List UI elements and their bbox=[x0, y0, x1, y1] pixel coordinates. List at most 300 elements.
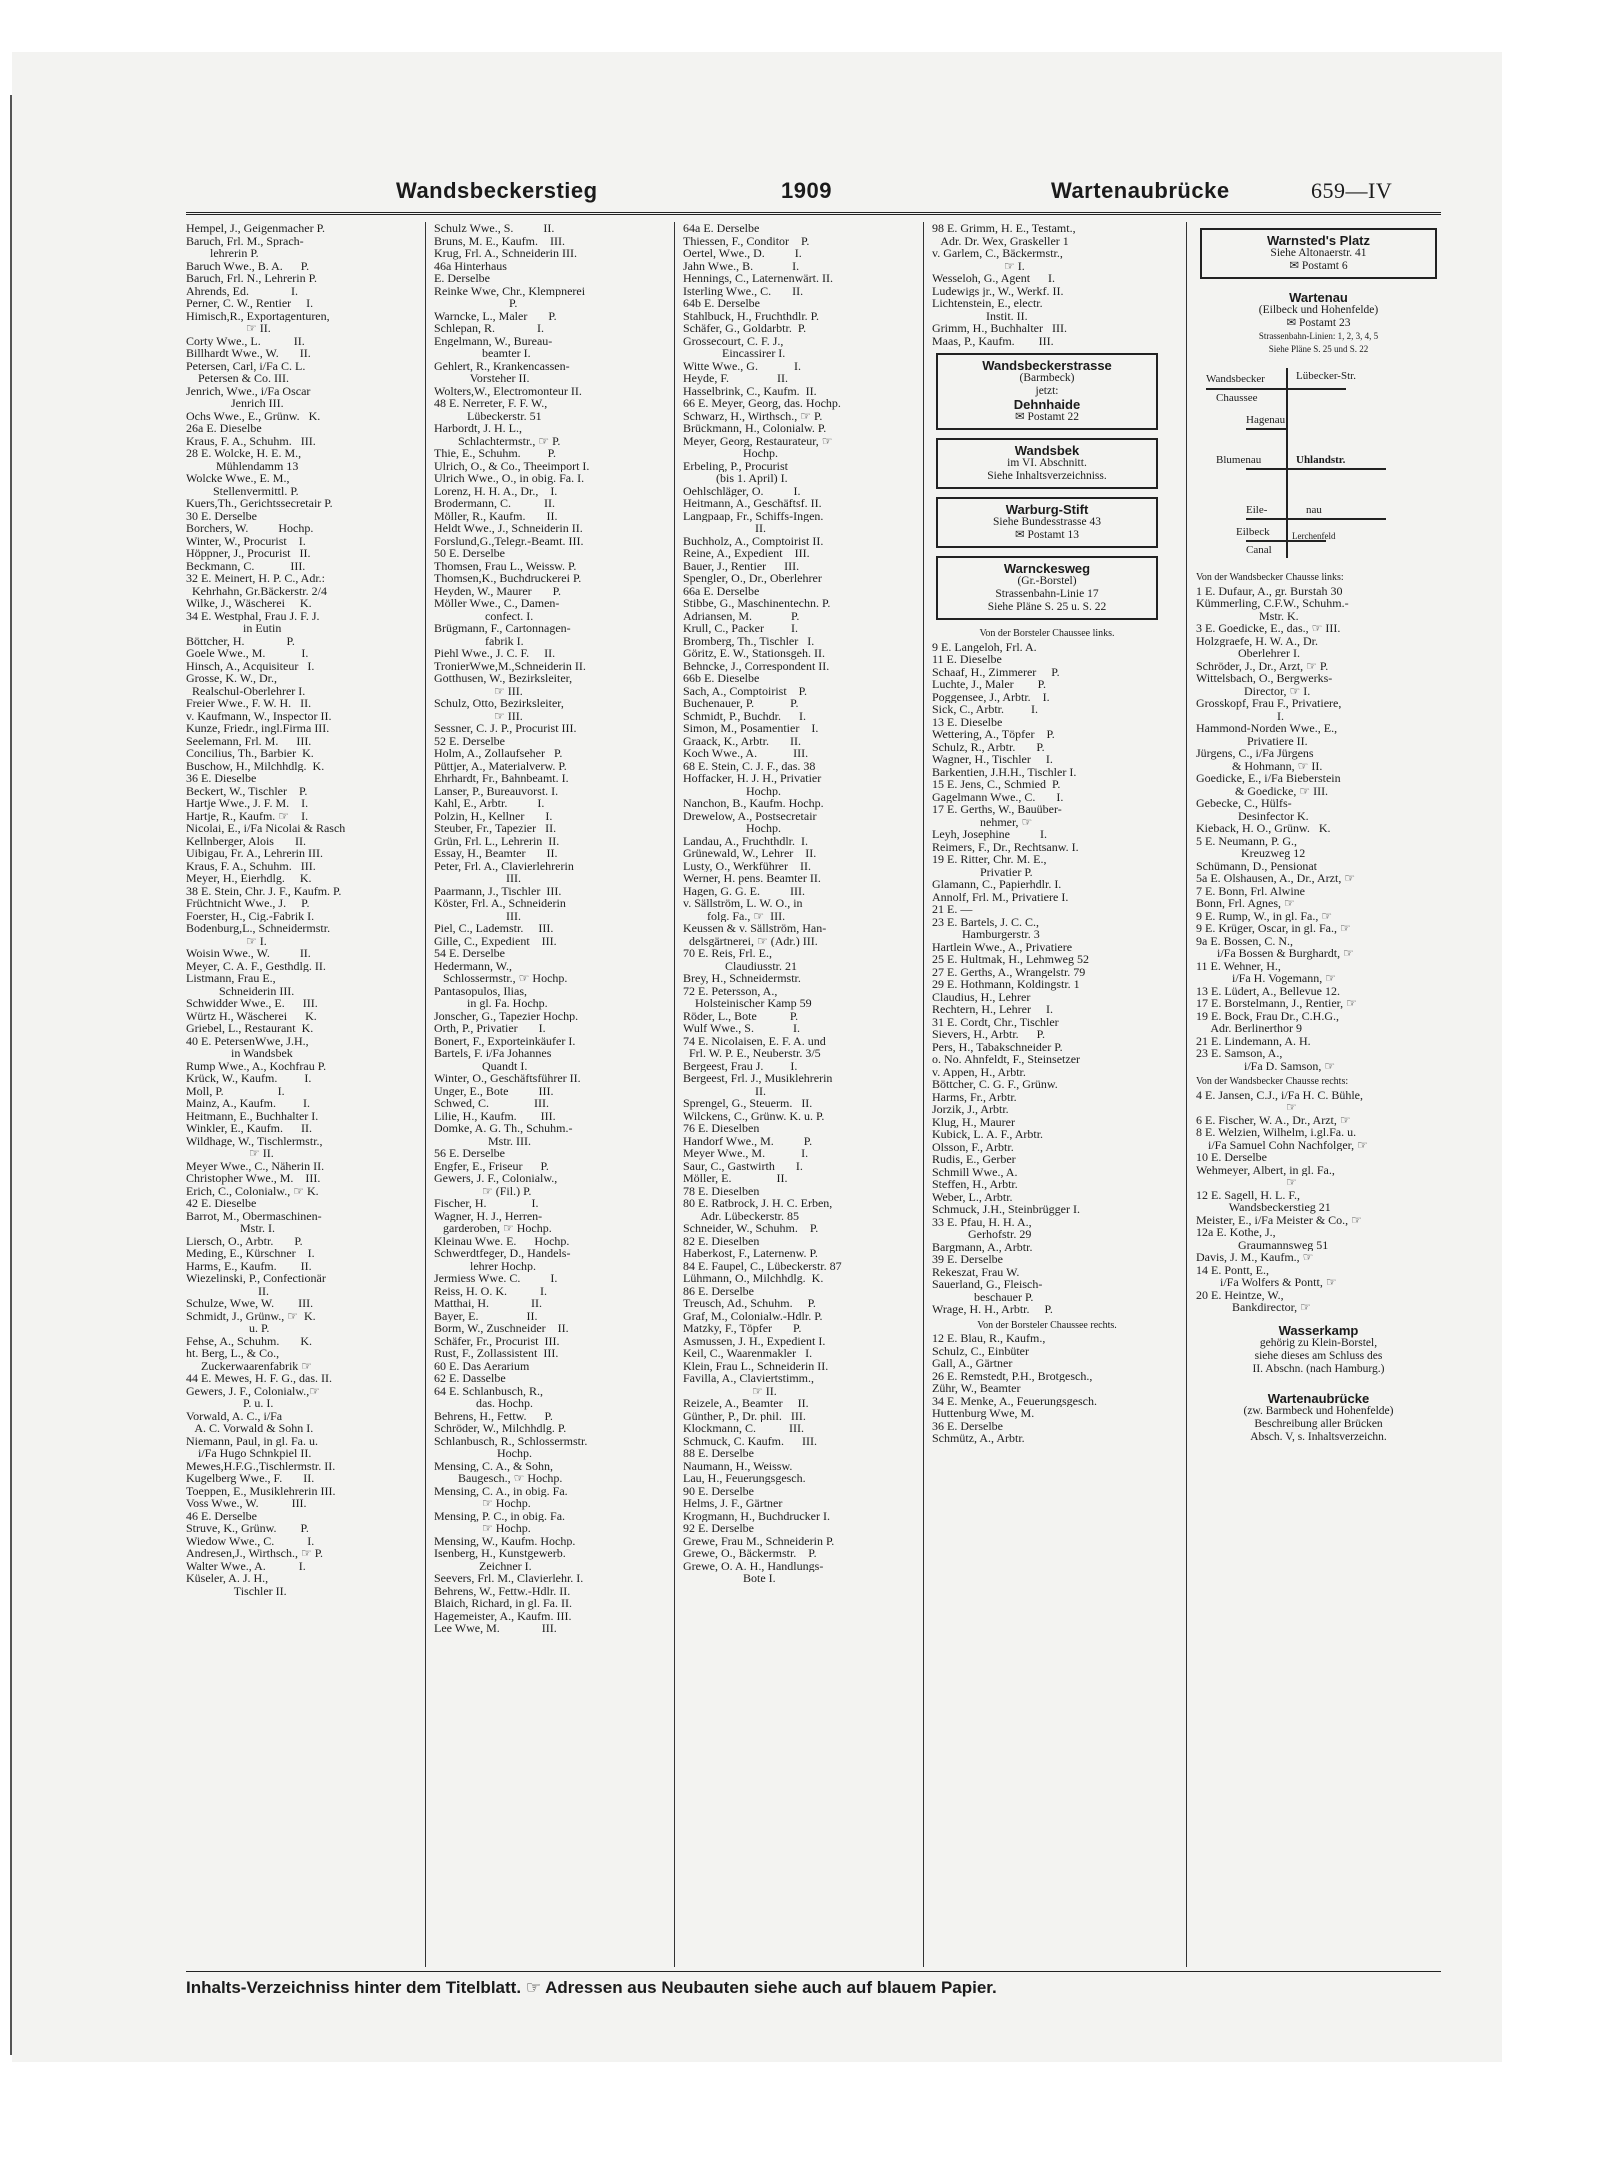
directory-entry: Forslund,G.,Telegr.-Beamt. III. bbox=[434, 534, 584, 547]
section-heading: Von der Borsteler Chaussee links. bbox=[979, 628, 1115, 639]
directory-entry: Wagner, H. J., Herren- bbox=[434, 1209, 543, 1222]
directory-entry: Spengler, O., Dr., Oberlehrer bbox=[683, 572, 822, 585]
directory-entry: i/Fa D. Samson, ☞ bbox=[1196, 1059, 1336, 1072]
warnckesweg-box bbox=[936, 556, 1158, 620]
directory-entry: Thomsen, Frau L., Weissw. P. bbox=[434, 559, 577, 572]
wartenau-entries-right bbox=[1196, 1089, 1441, 1314]
map-label: Uhlandstr. bbox=[1296, 454, 1346, 466]
directory-entry: 17 E. Gerths, W., Bauüber- bbox=[932, 803, 1062, 816]
directory-entry: Engelmann, W., Bureau- bbox=[434, 334, 553, 347]
directory-entry: ☞ I. bbox=[186, 934, 267, 947]
directory-entry: Hinsch, A., Acquisiteur I. bbox=[186, 659, 315, 672]
map-road bbox=[1246, 468, 1386, 470]
directory-entry: 88 E. Derselbe bbox=[683, 1447, 754, 1460]
directory-entry: Simon, M., Posamentier I. bbox=[683, 722, 819, 735]
directory-entry: Walter Wwe., A. I. bbox=[186, 1559, 306, 1572]
directory-entry: Paarmann, J., Tischler III. bbox=[434, 884, 562, 897]
map-label: Eile- bbox=[1246, 504, 1268, 516]
directory-entry: Woisin Wwe., W. II. bbox=[186, 947, 311, 960]
directory-entry: Hartje Wwe., J. F. M. I. bbox=[186, 797, 309, 810]
map-label: Wandsbecker bbox=[1206, 373, 1265, 385]
directory-entry: Foerster, H., Cig.-Fabrik I. bbox=[186, 909, 315, 922]
directory-entry: Bergeest, Frau J. I. bbox=[683, 1059, 798, 1072]
directory-entry: A. C. Vorwald & Sohn I. bbox=[186, 1422, 314, 1435]
directory-entry: 12 E. Blau, R., Kaufm., bbox=[932, 1332, 1046, 1345]
directory-entry: ☞ II. bbox=[186, 1147, 274, 1160]
map-label: Eilbeck bbox=[1236, 526, 1270, 538]
wartenau-entries-left bbox=[1196, 585, 1441, 1073]
directory-entry: Wittelsbach, O., Bergwerks- bbox=[1196, 672, 1333, 685]
warnckesweg-entries-left bbox=[932, 641, 1162, 1316]
directory-entry: 20 E. Heintze, W., bbox=[1196, 1288, 1284, 1301]
directory-entry: Voss Wwe., W. III. bbox=[186, 1497, 307, 1510]
directory-entry: 3 E. Goedicke, E., das., ☞ III. bbox=[1196, 622, 1341, 635]
directory-entry: Schäfer, G., Goldarbtr. P. bbox=[683, 322, 807, 335]
directory-entry: Brodermann, C. II. bbox=[434, 497, 555, 510]
directory-entry: Rust, F., Zollassistent III. bbox=[434, 1347, 559, 1360]
directory-entry: Thomsen,K., Buchdruckerei P. bbox=[434, 572, 582, 585]
street-reference-title: Wandsbeckerstrasse bbox=[982, 358, 1112, 373]
page-footer: Inhalts-Verzeichniss hinter dem Titelblatt. ☞ Adressen aus Neubauten siehe auch auf blauem Papier. bbox=[186, 1978, 997, 1997]
directory-entry: 48 E. Nerreter, F. F. W., bbox=[434, 397, 548, 410]
directory-entry: Lühmann, O., Milchhdlg. K. bbox=[683, 1272, 824, 1285]
directory-entry: Grün, Frl. L., Lehrerin II. bbox=[434, 834, 560, 847]
directory-entry: Weber, L., Arbtr. bbox=[932, 1190, 1013, 1203]
directory-entry: confect. I. bbox=[434, 609, 534, 622]
directory-entry: 19 E. Ritter, Chr. M. E., bbox=[932, 853, 1047, 866]
directory-entry: 72 E. Petersson, A., bbox=[683, 984, 778, 997]
directory-entry: Kehrhahn, Gr.Bäckerstr. 2/4 bbox=[186, 584, 327, 597]
directory-entry: Wettering, A., Töpfer P. bbox=[932, 728, 1055, 741]
page-header bbox=[186, 178, 1441, 208]
directory-entry: Hagemeister, A., Kaufm. III. bbox=[434, 1609, 572, 1622]
directory-entry: Krull, C., Packer I. bbox=[683, 622, 798, 635]
directory-entry: 23 E. Samson, A., bbox=[1196, 1047, 1283, 1060]
directory-entry: Goedicke, E., i/Fa Bieberstein bbox=[1196, 772, 1341, 785]
directory-entry: ☞ Hochp. bbox=[434, 1522, 531, 1535]
directory-entry: Barkentien, J.H.H., Tischler I. bbox=[932, 765, 1077, 778]
directory-entry: Schlanbusch, R., Schlossermstr. bbox=[434, 1434, 588, 1447]
column-4-boxes bbox=[932, 353, 1162, 548]
directory-entry: 46a Hinterhaus bbox=[434, 259, 507, 272]
directory-entry: 90 E. Derselbe bbox=[683, 1484, 754, 1497]
directory-entry: v. Sällström, L. W. O., in bbox=[683, 897, 803, 910]
directory-entry: Adr. Lübeckerstr. 85 bbox=[683, 1209, 799, 1222]
wartenaubruecke-box bbox=[1200, 1388, 1437, 1448]
wasserkamp-box bbox=[1200, 1320, 1437, 1380]
footer-rule bbox=[186, 1971, 1441, 1972]
directory-entry: 92 E. Derselbe bbox=[683, 1522, 754, 1535]
directory-entry: Wehmeyer, Albert, in gl. Fa., bbox=[1196, 1163, 1335, 1176]
directory-entry: 62 E. Dasselbe bbox=[434, 1372, 506, 1385]
header-right-street: Wartenaubrücke bbox=[1051, 178, 1230, 203]
directory-entry: Lanser, P., Bureauvorst. I. bbox=[434, 784, 559, 797]
directory-entry: 68 E. Stein, C. J. F., das. 38 bbox=[683, 759, 816, 772]
directory-entry: Grewe, O. A. H., Handlungs- bbox=[683, 1559, 824, 1572]
street-reference-box bbox=[936, 497, 1158, 548]
directory-entry: Winter, O., Geschäftsführer II. bbox=[434, 1072, 581, 1085]
directory-entry: Höppner, J., Procurist II. bbox=[186, 547, 311, 560]
directory-entry: Lichtenstein, E., electr. bbox=[932, 297, 1043, 310]
directory-entry: Hochp. bbox=[683, 447, 778, 460]
directory-entry: ☞ I. bbox=[932, 259, 1025, 272]
warnckesweg-info-line: Strassenbahn-Linie 17 bbox=[995, 588, 1099, 600]
directory-entry: Polzin, H., Kellner I. bbox=[434, 809, 553, 822]
directory-entry: Liersch, O., Arbtr. P. bbox=[186, 1234, 303, 1247]
directory-entry: Landau, A., Fruchthdlr. I. bbox=[683, 834, 808, 847]
directory-entry: Hartlein Wwe., A., Privatiere bbox=[932, 940, 1073, 953]
directory-entry: 17 E. Borstelmann, J., Rentier, ☞ bbox=[1196, 997, 1357, 1010]
directory-entry: Harms, E., Kaufm. II. bbox=[186, 1259, 312, 1272]
header-left-street: Wandsbeckerstieg bbox=[396, 178, 598, 203]
map-label: Hagenau bbox=[1246, 414, 1286, 426]
directory-entry: Schmuck, J.H., Steinbrügger I. bbox=[932, 1203, 1080, 1216]
directory-entry: Andresen,J., Wirthsch., ☞ P. bbox=[186, 1547, 324, 1560]
directory-entry: v. Kaufmann, W., Inspector II. bbox=[186, 709, 332, 722]
directory-entry: nehmer, ☞ bbox=[932, 815, 1033, 828]
directory-entry: 11 E. Wehner, H., bbox=[1196, 959, 1281, 972]
directory-entry: 27 E. Gerths, A., Wrangelstr. 79 bbox=[932, 965, 1086, 978]
directory-entry: Rechtern, H., Lehrer I. bbox=[932, 1003, 1053, 1016]
directory-entry: Mensing, P. C., in obig. Fa. bbox=[434, 1509, 566, 1522]
directory-entry: Klug, H., Maurer bbox=[932, 1115, 1015, 1128]
directory-entry: Heyde, F. II. bbox=[683, 372, 789, 385]
directory-entry: Behrens, H., Fettw. P. bbox=[434, 1409, 553, 1422]
column-5 bbox=[1196, 222, 1441, 1967]
directory-entry: 26 E. Remstedt, P.H., Brotgesch., bbox=[932, 1369, 1093, 1382]
directory-entry: Holm, A., Zollaufseher P. bbox=[434, 747, 563, 760]
directory-entry: Thie, E., Schuhm. P. bbox=[434, 447, 556, 460]
warnsted-post: ✉ Postamt 6 bbox=[1289, 260, 1348, 272]
directory-entry: Kraus, F. A., Schuhm. III. bbox=[186, 859, 316, 872]
directory-entry: Pers, H., Tabakschneider P. bbox=[932, 1040, 1063, 1053]
directory-entry: Toeppen, E., Musiklehrerin III. bbox=[186, 1484, 336, 1497]
directory-entry: Krug, Frl. A., Schneiderin III. bbox=[434, 247, 577, 260]
directory-entry: Sessner, C. J. P., Procurist III. bbox=[434, 722, 577, 735]
directory-entry: Grewe, O., Bäckermstr. P. bbox=[683, 1547, 817, 1560]
directory-entry: Hagen, G. G. E. III. bbox=[683, 884, 805, 897]
column-3 bbox=[683, 222, 913, 1967]
directory-entry: in Wandsbek bbox=[186, 1047, 293, 1060]
directory-entry: 30 E. Derselbe bbox=[186, 509, 257, 522]
street-reference-info: Siehe Inhaltsverzeichniss. bbox=[987, 470, 1107, 482]
directory-entry: Buchholz, A., Comptoirist II. bbox=[683, 534, 824, 547]
directory-entry: Jenrich, Wwe., i/Fa Oscar bbox=[186, 384, 311, 397]
directory-entry: Grewe, Frau M., Schneiderin P. bbox=[683, 1534, 835, 1547]
directory-entry: Schulz, C., Einbüter bbox=[932, 1344, 1029, 1357]
directory-entry: Hartje, R., Kaufm. ☞ I. bbox=[186, 809, 309, 822]
directory-entry: Vorwald, A. C., i/Fa bbox=[186, 1409, 283, 1422]
directory-entry: ☞ bbox=[1196, 1176, 1297, 1189]
directory-entry: Treusch, Ad., Schuhm. P. bbox=[683, 1297, 816, 1310]
directory-entry: Bromberg, Th., Tischler I. bbox=[683, 634, 815, 647]
directory-entry: Hochp. bbox=[683, 784, 781, 797]
directory-entry: lehrer Hochp. bbox=[434, 1259, 536, 1272]
warnsted-box bbox=[1200, 228, 1437, 279]
directory-entry: Brey, H., Schneidermstr. bbox=[683, 972, 801, 985]
directory-entry: Huttenburg Wwe, M. bbox=[932, 1407, 1035, 1420]
directory-entry: Matthai, H. II. bbox=[434, 1297, 542, 1310]
directory-entry: Wulf Wwe., S. I. bbox=[683, 1022, 800, 1035]
directory-entry: 12a E. Kothe, J., bbox=[1196, 1226, 1276, 1239]
column-2 bbox=[434, 222, 664, 1967]
directory-entry: Ulrich Wwe., O., in obig. Fa. I. bbox=[434, 472, 585, 485]
postamt-label: ✉ Postamt 13 bbox=[1015, 529, 1079, 541]
directory-entry: Annolf, Frl. M., Privatiere I. bbox=[932, 890, 1069, 903]
wartenaubruecke-info-line: Beschreibung aller Brücken bbox=[1254, 1417, 1383, 1430]
directory-entry: Möller, R., Kaufm. II. bbox=[434, 509, 558, 522]
directory-entry: Mensing, C. A., in obig. Fa. bbox=[434, 1484, 568, 1497]
directory-entry: Bodenburg,L., Schneidermstr. bbox=[186, 922, 331, 935]
directory-entry: Heyden, W., Maurer P. bbox=[434, 584, 561, 597]
directory-entry: Baruch Wwe., B. A. P. bbox=[186, 259, 310, 272]
directory-entry: Kahl, E., Arbtr. I. bbox=[434, 797, 545, 810]
wasserkamp-info bbox=[1204, 1337, 1433, 1376]
warnckesweg-info bbox=[942, 575, 1152, 614]
directory-entry: Püttjer, A., Materialverw. P. bbox=[434, 759, 567, 772]
directory-entry: das. Hochp. bbox=[434, 1397, 533, 1410]
directory-entry: Gotthusen, W., Bezirksleiter, bbox=[434, 672, 573, 685]
directory-entry: Behrens, W., Fettw.-Hdlr. II. bbox=[434, 1584, 571, 1597]
directory-entry: Goele Wwe., M. I. bbox=[186, 647, 309, 660]
directory-entry: Saur, C., Gastwirth I. bbox=[683, 1159, 803, 1172]
directory-entry: 1 E. Dufaur, A., gr. Burstah 30 bbox=[1196, 584, 1343, 597]
directory-entry: Gewers, J. F., Colonialw., bbox=[434, 1172, 558, 1185]
directory-entry: Buchenauer, P. P. bbox=[683, 697, 799, 710]
column-divider bbox=[674, 222, 675, 1967]
directory-entry: ☞ (Fil.) P. bbox=[434, 1184, 532, 1197]
directory-entry: Schmidt, J., Grünw., ☞ K. bbox=[186, 1309, 316, 1322]
directory-entry: Tischler II. bbox=[186, 1584, 287, 1597]
directory-entry: Krück, W., Kaufm. I. bbox=[186, 1072, 312, 1085]
directory-entry: Schümann, D., Pensionat bbox=[1196, 859, 1317, 872]
directory-entry: Ahrends, Ed. I. bbox=[186, 284, 298, 297]
directory-entry: Steffen, H., Arbtr. bbox=[932, 1178, 1018, 1191]
directory-entry: Quandt I. bbox=[434, 1059, 528, 1072]
directory-entry: Erbeling, P., Procurist bbox=[683, 459, 788, 472]
directory-entry: Petersen & Co. III. bbox=[186, 372, 289, 385]
street-reference-title: Warburg-Stift bbox=[1005, 502, 1089, 517]
directory-entry: Seelemann, Frl. M. III. bbox=[186, 734, 312, 747]
map-road bbox=[1286, 368, 1288, 558]
directory-entry: Orth, P., Privatier I. bbox=[434, 1022, 546, 1035]
directory-entry: Heitmann, E., Buchhalter I. bbox=[186, 1109, 319, 1122]
directory-entry: Kunze, Friedr., ingl.Firma III. bbox=[186, 722, 330, 735]
directory-entry: Gewers, J. F., Colonialw.,☞ bbox=[186, 1384, 321, 1397]
directory-entry: Kuers,Th., Gerichtssecretair P. bbox=[186, 497, 333, 510]
warnsted-title: Warnsted's Platz bbox=[1266, 233, 1371, 248]
section-heading: Von der Borsteler Chaussee rechts. bbox=[977, 1319, 1117, 1331]
directory-entry: 64a E. Derselbe bbox=[683, 222, 760, 235]
directory-entry: Jorzik, J., Arbtr. bbox=[932, 1103, 1009, 1116]
directory-entry: Adriansen, M. P. bbox=[683, 609, 800, 622]
directory-entry: 80 E. Ratbrock, J. H. C. Erben, bbox=[683, 1197, 833, 1210]
wartenau-tram: Strassenbahn-Linien: 1, 2, 3, 4, 5 bbox=[1258, 331, 1379, 341]
directory-entry: Schwed, C. III. bbox=[434, 1097, 549, 1110]
directory-entry: ☞ II. bbox=[683, 1384, 777, 1397]
directory-entry: Schulz, R., Arbtr. P. bbox=[932, 740, 1045, 753]
directory-entry: Holzgraefe, H. W. A., Dr. bbox=[1196, 634, 1318, 647]
directory-entry: i/Fa Samuel Cohn Nachfolger, ☞ bbox=[1196, 1138, 1368, 1151]
directory-entry: Koch Wwe., A. III. bbox=[683, 747, 809, 760]
directory-entry: 44 E. Mewes, H. F. G., das. II. bbox=[186, 1372, 333, 1385]
directory-entry: Gille, C., Expedient III. bbox=[434, 934, 557, 947]
warnsted-info: Siehe Altonaerstr. 41 bbox=[1270, 247, 1367, 259]
directory-entry: Struve, K., Grünw. P. bbox=[186, 1522, 309, 1535]
directory-entry: Nicolai, E., i/Fa Nicolai & Rasch bbox=[186, 822, 346, 835]
directory-entry: folg. Fa., ☞ III. bbox=[683, 909, 786, 922]
directory-entry: Böttcher, C. G. F., Grünw. bbox=[932, 1078, 1058, 1091]
directory-entry: Gebecke, C., Hülfs- bbox=[1196, 797, 1292, 810]
directory-entry: Brügmann, F., Cartonnagen- bbox=[434, 622, 571, 635]
directory-entry: Vorsteher II. bbox=[434, 372, 530, 385]
directory-entry: 21 E. — bbox=[932, 903, 973, 916]
wartenaubruecke-info-line: (zw. Barmbeck und Hohenfelde) bbox=[1243, 1404, 1394, 1417]
directory-entry: Krogmann, H., Buchdrucker I. bbox=[683, 1509, 830, 1522]
directory-entry: 9a E. Bossen, C. N., bbox=[1196, 934, 1293, 947]
directory-entry: Seevers, Frl. M., Clavierlehr. I. bbox=[434, 1572, 584, 1585]
directory-entry: Bayer, E. II. bbox=[434, 1309, 538, 1322]
directory-entry: Jonscher, G., Tapezier Hochp. bbox=[434, 1009, 579, 1022]
directory-entry: Bankdirector, ☞ bbox=[1196, 1301, 1311, 1314]
directory-entry: Wilke, J., Wäscherei K. bbox=[186, 597, 312, 610]
directory-entry: 34 E. Westphal, Frau J. F. J. bbox=[186, 609, 320, 622]
street-reference-box bbox=[936, 438, 1158, 489]
directory-entry: Stahlbuck, H., Fruchthdlr. P. bbox=[683, 309, 820, 322]
directory-entry: 23 E. Bartels, J. C. C., bbox=[932, 915, 1039, 928]
directory-entry: 40 E. PetersenWwe, J.H., bbox=[186, 1034, 309, 1047]
directory-entry: fabrik I. bbox=[434, 634, 524, 647]
directory-entry: 4 E. Jansen, C.J., i/Fa H. C. Bühle, bbox=[1196, 1088, 1363, 1101]
directory-entry: beamter I. bbox=[434, 347, 531, 360]
directory-entry: Fehse, A., Schuhm. K. bbox=[186, 1334, 312, 1347]
wartenau-plans: Siehe Pläne S. 25 und S. 22 bbox=[1268, 344, 1369, 354]
directory-entry: Lau, H., Feuerungsgesch. bbox=[683, 1472, 806, 1485]
directory-entry: Grosse, K. W., Dr., bbox=[186, 672, 278, 685]
wartenaubruecke-info bbox=[1204, 1405, 1433, 1444]
wartenaubruecke-title: Wartenaubrücke bbox=[1267, 1390, 1370, 1406]
directory-entry: 12 E. Sagell, H. L. F., bbox=[1196, 1188, 1301, 1201]
wartenau-title: Wartenau bbox=[1289, 290, 1348, 305]
wartenau-post: ✉ Postamt 23 bbox=[1286, 317, 1351, 329]
directory-entry: & Goedicke, ☞ III. bbox=[1196, 784, 1329, 797]
directory-entry: Hammond-Norden Wwe., E., bbox=[1196, 722, 1338, 735]
directory-entry: Klein, Frau L., Schneiderin II. bbox=[683, 1359, 829, 1372]
directory-entry: Kugelberg Wwe., F. II. bbox=[186, 1472, 315, 1485]
directory-entry: lehrerin P. bbox=[186, 247, 259, 260]
directory-entry: 84 E. Faupel, C., Lübeckerstr. 87 bbox=[683, 1259, 842, 1272]
section-heading: Von der Wandsbecker Chausse rechts: bbox=[1196, 1076, 1349, 1087]
directory-entry: Griebel, L., Restaurant K. bbox=[186, 1022, 314, 1035]
directory-entry: Steuber, Fr., Tapezier II. bbox=[434, 822, 557, 835]
directory-entry: Pantasopulos, Ilias, bbox=[434, 984, 527, 997]
directory-entry: Stibbe, G., Maschinentechn. P. bbox=[683, 597, 831, 610]
directory-entry: 6 E. Fischer, W. A., Dr., Arzt, ☞ bbox=[1196, 1113, 1351, 1126]
directory-entry: Hamburgerstr. 3 bbox=[932, 928, 1040, 941]
directory-entry: Sprengel, G., Steuerm. II. bbox=[683, 1097, 813, 1110]
directory-entry: 66b E. Dieselbe bbox=[683, 672, 760, 685]
directory-entry: 31 E. Cordt, Chr., Tischler bbox=[932, 1015, 1059, 1028]
directory-entry: Mstr. III. bbox=[434, 1134, 531, 1147]
directory-entry: in gl. Fa. Hochp. bbox=[434, 997, 548, 1010]
directory-entry: Ochs Wwe., E., Grünw. K. bbox=[186, 409, 321, 422]
directory-entry: Lorenz, H. H. A., Dr., I. bbox=[434, 484, 558, 497]
directory-entry: 36 E. Derselbe bbox=[932, 1419, 1003, 1432]
directory-entry: Keussen & v. Sällström, Han- bbox=[683, 922, 827, 935]
directory-entry: Beckert, W., Tischler P. bbox=[186, 784, 308, 797]
directory-entry: v. Appen, H., Arbtr. bbox=[932, 1065, 1026, 1078]
directory-entry: Mainz, A., Kaufm. I. bbox=[186, 1097, 310, 1110]
directory-entry: 34 E. Menke, A., Feuerungsgesch. bbox=[932, 1394, 1097, 1407]
directory-entry: Mensing, W., Kaufm. Hochp. bbox=[434, 1534, 576, 1547]
directory-entry: Himisch,R., Exportagenturen, bbox=[186, 309, 330, 322]
directory-entry: 33 E. Pfau, H. H. A., bbox=[932, 1215, 1032, 1228]
directory-entry: Grimm, H., Buchhalter III. bbox=[932, 322, 1067, 335]
directory-entry: & Hohmann, ☞ II. bbox=[1196, 759, 1323, 772]
directory-entry: Domke, A. G. Th., Schuhm.- bbox=[434, 1122, 573, 1135]
directory-entry: Perner, C. W., Rentier I. bbox=[186, 297, 314, 310]
directory-entry: Würtz H., Wäscherei K. bbox=[186, 1009, 317, 1022]
directory-entry: 46 E. Derselbe bbox=[186, 1509, 257, 1522]
directory-entry: Kraus, F. A., Schuhm. III. bbox=[186, 434, 316, 447]
directory-entry: 13 E. Lüdert, A., Bellevue 12. bbox=[1196, 984, 1340, 997]
directory-entry: Göritz, E. W., Stationsgeh. II. bbox=[683, 647, 825, 660]
directory-entry: v. Garlem, C., Bäckermstr., bbox=[932, 247, 1063, 260]
directory-entry: Bartels, F. i/Fa Johannes bbox=[434, 1047, 552, 1060]
directory-entry: Werner, H. pens. Beamter II. bbox=[683, 872, 821, 885]
directory-entry: Freier Wwe., F. W. H. II. bbox=[186, 697, 312, 710]
directory-entry: Böttcher, H. P. bbox=[186, 634, 295, 647]
directory-entry: Meyer Wwe., C., Näherin II. bbox=[186, 1159, 325, 1172]
directory-entry: Handorf Wwe., M. P. bbox=[683, 1134, 813, 1147]
directory-entry: Eincassirer I. bbox=[683, 347, 786, 360]
directory-entry: Matzky, F., Töpfer P. bbox=[683, 1322, 802, 1335]
section-heading: Von der Wandsbecker Chausse links: bbox=[1196, 572, 1344, 583]
map-label: nau bbox=[1306, 504, 1322, 516]
street-reference-info: (Barmbeck) bbox=[1019, 372, 1075, 384]
warnckesweg-title: Warnckesweg bbox=[1003, 561, 1091, 576]
street-reference-info: im VI. Abschnitt. bbox=[1007, 457, 1087, 469]
directory-entry: Schmütz, A., Arbtr. bbox=[932, 1432, 1025, 1445]
directory-entry: Gall, A., Gärtner bbox=[932, 1357, 1013, 1370]
directory-entry: Ulrich, O., & Co., Theeimport I. bbox=[434, 459, 590, 472]
directory-entry: Heitmann, A., Geschäftsf. II. bbox=[683, 497, 822, 510]
directory-entry: ☞ Hochp. bbox=[434, 1497, 531, 1510]
directory-entry: Schlepan, R. I. bbox=[434, 322, 544, 335]
directory-entry: 78 E. Dieselben bbox=[683, 1184, 760, 1197]
directory-entry: Erich, C., Colonialw., ☞ K. bbox=[186, 1184, 319, 1197]
directory-entry: Favilla, A., Claviertstimm., bbox=[683, 1372, 814, 1385]
directory-entry: Kümmerling, C.F.W., Schuhm.- bbox=[1196, 597, 1349, 610]
directory-entry: Baugesch., ☞ Hochp. bbox=[434, 1472, 563, 1485]
directory-entry: Graf, M., Colonialw.-Hdlr. P. bbox=[683, 1309, 823, 1322]
directory-entry: Meding, E., Kürschner I. bbox=[186, 1247, 315, 1260]
wasserkamp-info-line: gehörig zu Klein-Borstel, bbox=[1259, 1336, 1378, 1349]
directory-entry: Uibigau, Fr. A., Lehrerin III. bbox=[186, 847, 323, 860]
directory-entry: Hedermann, W., bbox=[434, 959, 512, 972]
directory-entry: Ehrhardt, Fr., Bahnbeamt. I. bbox=[434, 772, 569, 785]
directory-entry: Davis, J. M., Kaufm., ☞ bbox=[1196, 1251, 1314, 1264]
directory-entry: Schröder, W., Milchhdlg. P. bbox=[434, 1422, 567, 1435]
directory-entry: Rekeszat, Frau W. bbox=[932, 1265, 1020, 1278]
column-1 bbox=[186, 222, 416, 1967]
directory-entry: Früchtnicht Wwe., J. P. bbox=[186, 897, 310, 910]
directory-entry: Maas, P., Kaufm. III. bbox=[932, 334, 1054, 347]
directory-entry: Wolters,W., Electromonteur II. bbox=[434, 384, 582, 397]
directory-entry: Reine, A., Expedient III. bbox=[683, 547, 810, 560]
directory-entry: Engfer, E., Friseur P. bbox=[434, 1159, 549, 1172]
directory-entry: (bis 1. April) I. bbox=[683, 472, 788, 485]
